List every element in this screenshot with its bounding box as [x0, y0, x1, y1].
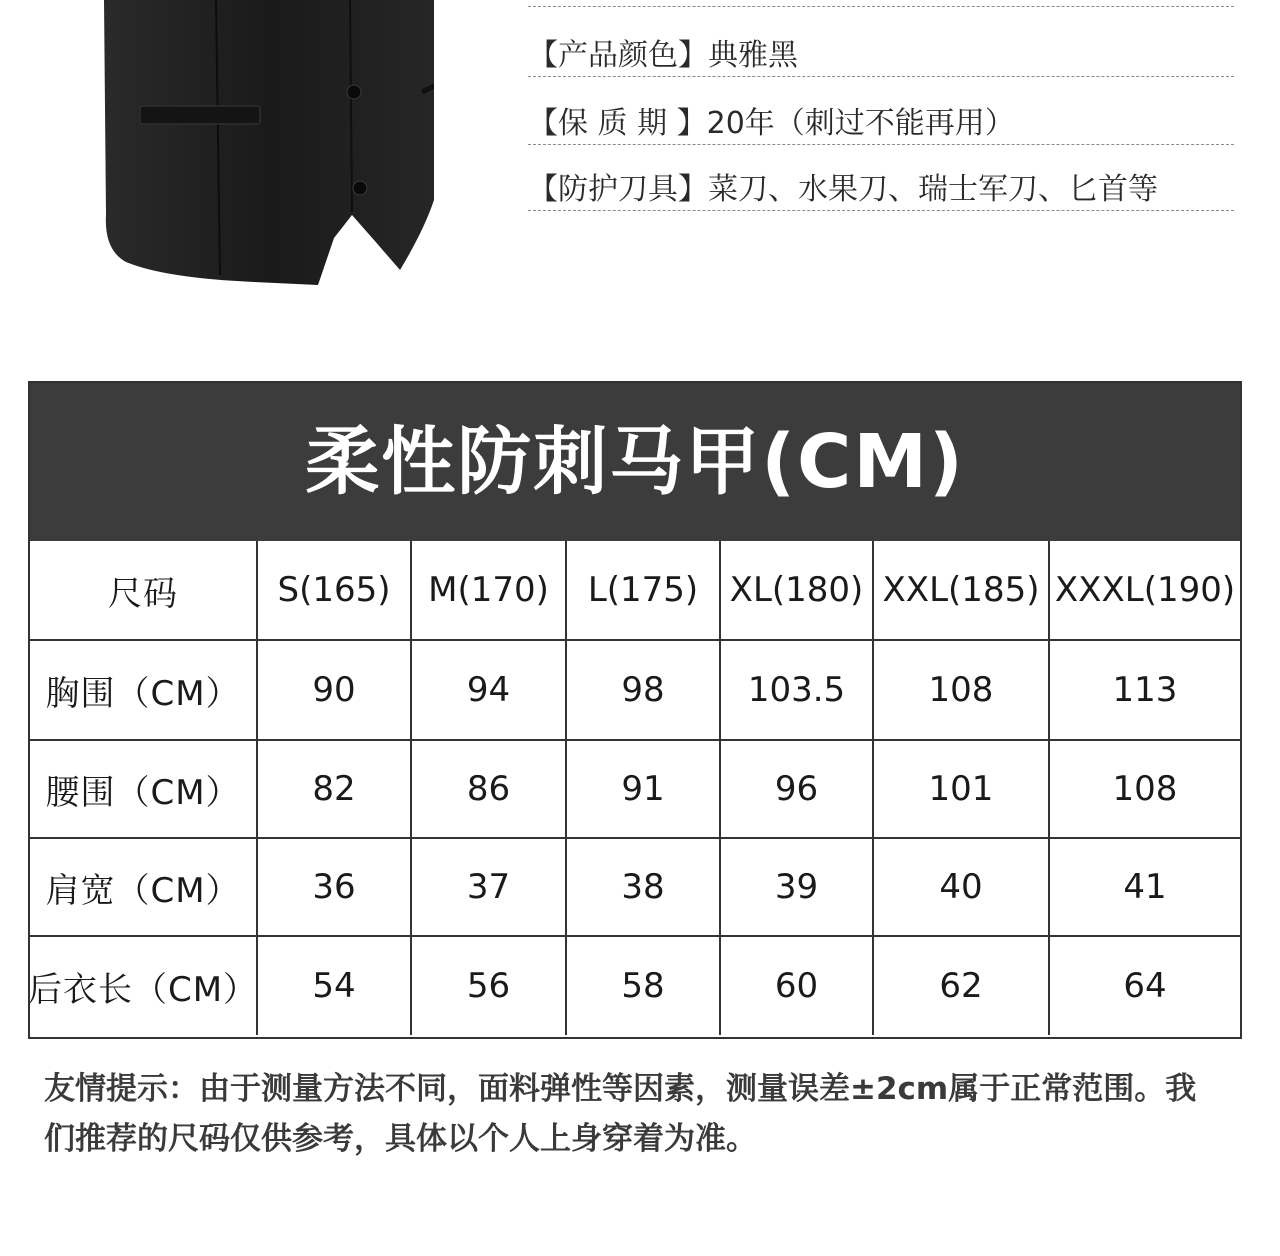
table-cell: 40: [874, 839, 1050, 937]
table-row-label: 胸围（CM）: [30, 641, 258, 741]
table-cell: 56: [412, 937, 567, 1035]
table-cell: 36: [258, 839, 412, 937]
table-cell: 58: [567, 937, 721, 1035]
spec-row-color: [528, 36, 1234, 77]
table-header-cell: XL(180): [721, 541, 874, 641]
table-cell: 108: [874, 641, 1050, 741]
table-cell: 94: [412, 641, 567, 741]
spec-label: 【产品颜色】: [528, 38, 708, 73]
table-cell: 41: [1050, 839, 1240, 937]
table-cell: 37: [412, 839, 567, 937]
table-cell: 90: [258, 641, 412, 741]
table-cell: 91: [567, 741, 721, 839]
spec-label: 【防护刀具】: [528, 172, 708, 207]
size-table: [28, 381, 1242, 1039]
table-cell: 62: [874, 937, 1050, 1035]
spec-divider: [528, 0, 1234, 7]
table-cell: 39: [721, 839, 874, 937]
table-cell: 108: [1050, 741, 1240, 839]
table-cell: 60: [721, 937, 874, 1035]
table-header-cell: M(170): [412, 541, 567, 641]
table-cell: 98: [567, 641, 721, 741]
table-row-label: 腰围（CM）: [30, 741, 258, 839]
spec-label: 【保 质 期 】: [528, 106, 707, 141]
table-cell: 101: [874, 741, 1050, 839]
table-cell: 103.5: [721, 641, 874, 741]
table-cell: 38: [567, 839, 721, 937]
table-header-cell: S(165): [258, 541, 412, 641]
table-cell: 54: [258, 937, 412, 1035]
table-cell: 82: [258, 741, 412, 839]
spec-row-protection: [528, 170, 1234, 211]
table-row-label: 后衣长（CM）: [30, 937, 258, 1035]
spec-row-warranty: [528, 104, 1234, 145]
table-header-cell: XXL(185): [874, 541, 1050, 641]
table-cell: 64: [1123, 966, 1167, 1006]
table-header-cell: 尺码: [30, 541, 258, 641]
vest-illustration: [104, 0, 434, 290]
vest-product-image: [104, 0, 434, 290]
table-title: 柔性防刺马甲(CM): [30, 383, 1240, 541]
table-row-label: 肩宽（CM）: [30, 839, 258, 937]
size-note: 友情提示：由于测量方法不同，面料弹性等因素，测量误差±2cm属于正常范围。我们推荐的尺码仅供参考，具体以个人上身穿着为准。: [44, 1071, 1197, 1157]
table-header-cell: XXXL(190): [1050, 541, 1240, 641]
spec-value: 菜刀、水果刀、瑞士军刀、匕首等: [708, 172, 1158, 207]
table-header-cell: L(175): [567, 541, 721, 641]
spec-value: 典雅黑: [708, 38, 798, 73]
spec-value: 20年（刺过不能再用）: [706, 106, 1015, 141]
table-cell: 113: [1050, 641, 1240, 741]
table-cell: 86: [412, 741, 567, 839]
table-cell: 96: [721, 741, 874, 839]
